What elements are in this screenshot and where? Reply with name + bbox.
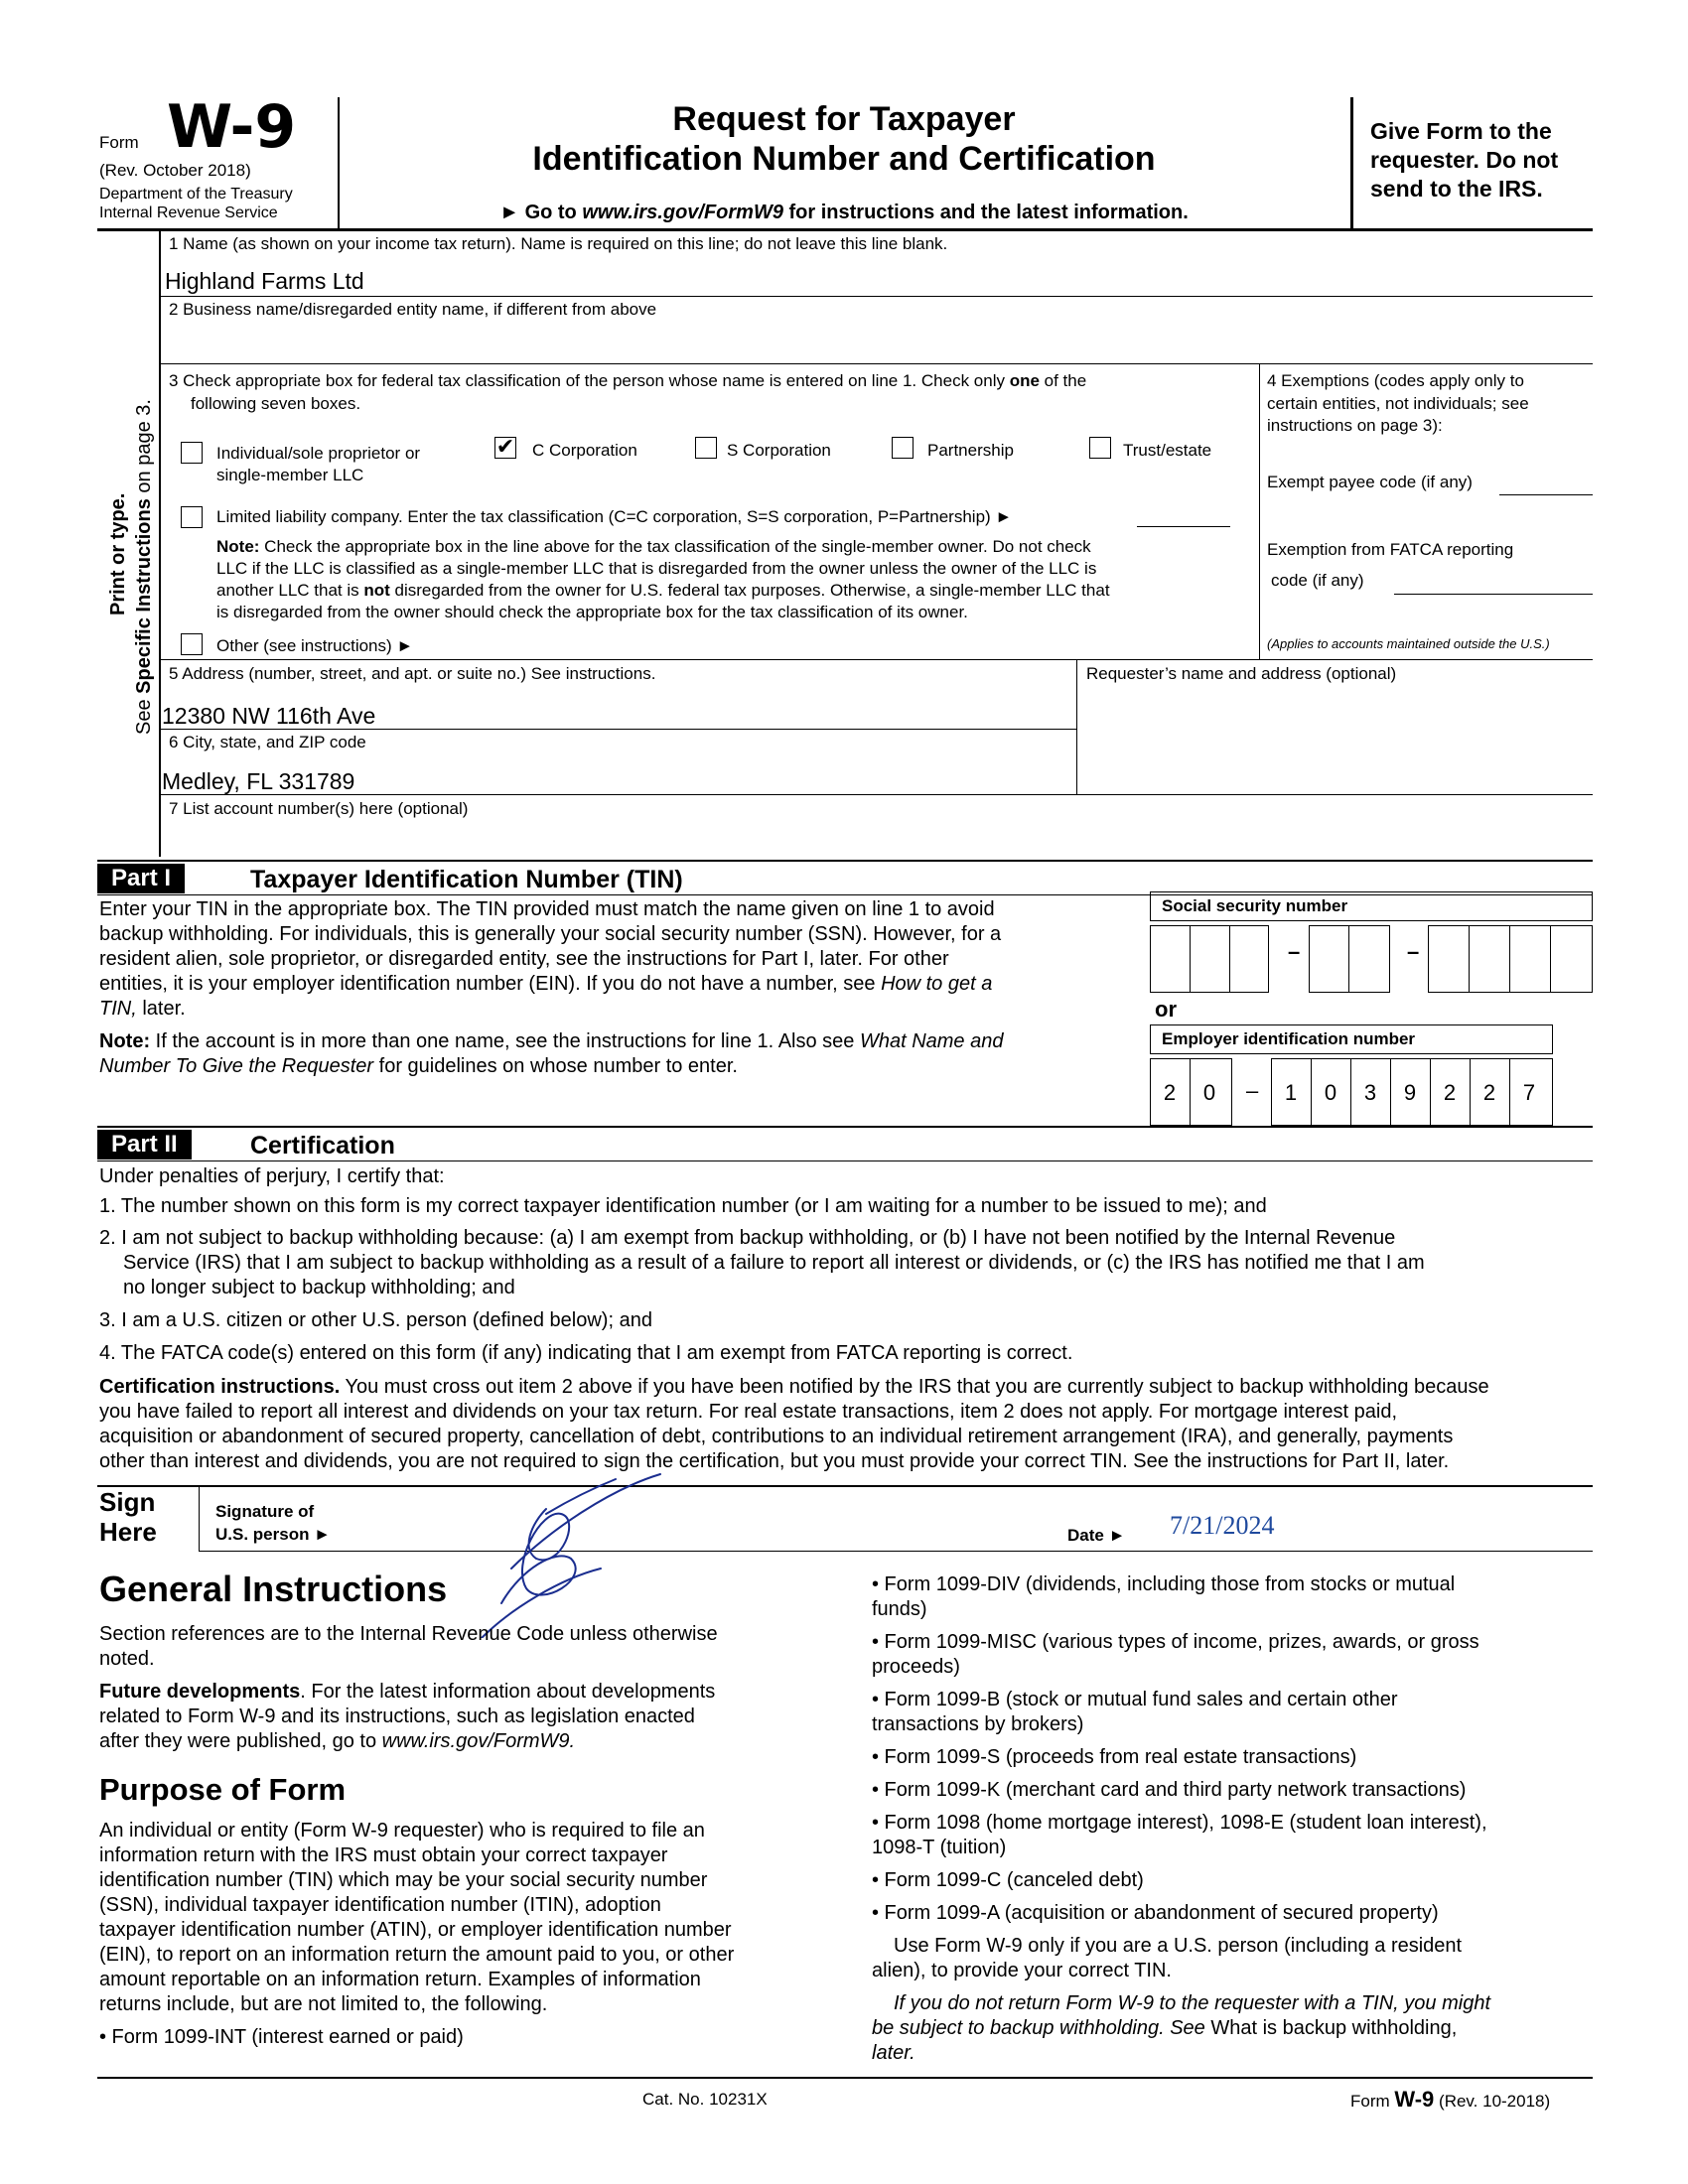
line7-label: 7 List account number(s) here (optional) xyxy=(169,799,469,818)
exemptions-label-2: certain entities, not individuals; see xyxy=(1267,394,1529,413)
gi-fd-line1: Future developments. For the latest information about developments xyxy=(99,1681,716,1703)
llc-classification-field[interactable] xyxy=(1137,526,1230,527)
gi-p1-line2: noted. xyxy=(99,1648,155,1670)
bullet-1099-misc-1: • Form 1099-MISC (various types of income, prizes, awards, or gross xyxy=(872,1631,1479,1653)
part1-text-1: Enter your TIN in the appropriate box. The TIN provided must match the name given on line 1 to avoid xyxy=(99,898,995,920)
cert-item-2b: Service (IRS) that I am subject to backup withholding as a result of a failure to report all interest or dividends, or (c) the IRS has notified me that I am xyxy=(123,1252,1425,1274)
other-label: Other (see instructions) ► xyxy=(216,636,414,655)
line1-name-field[interactable]: Highland Farms Ltd xyxy=(165,268,364,294)
individual-label-2: single-member LLC xyxy=(216,466,364,484)
fatca-code-field[interactable] xyxy=(1394,594,1593,595)
fatca-applies-note: (Applies to accounts maintained outside the U.S.) xyxy=(1267,636,1550,651)
purpose-line2: information return with the IRS must obtain your correct taxpayer xyxy=(99,1844,668,1866)
llc-note-line2: LLC if the LLC is classified as a single-member LLC that is disregarded from the owner unless the owner of the LLC is xyxy=(216,559,1097,578)
signature-label-1: Signature of xyxy=(215,1502,315,1521)
no-return-line3: later. xyxy=(872,2042,915,2064)
ssn-area-field[interactable] xyxy=(1150,925,1269,993)
line3-label: 3 Check appropriate box for federal tax classification of the person whose name is entered on line 1. Check only one of the xyxy=(169,371,1087,390)
cert-instructions-2: you have failed to report all interest and dividends on your tax return. For real estate transactions, item 2 does not apply. For mortgage interest paid, xyxy=(99,1401,1398,1423)
line3-label-2: following seven boxes. xyxy=(191,394,361,413)
bullet-1099-a: • Form 1099-A (acquisition or abandonment of secured property) xyxy=(872,1902,1439,1924)
ein-digit-8: 2 xyxy=(1482,1080,1496,1105)
form-number: W-9 xyxy=(167,92,297,162)
ein-label: Employer identification number xyxy=(1162,1029,1416,1048)
see-specific-instructions: See Specific Instructions on page 3. xyxy=(133,399,155,735)
cert-item-2c: no longer subject to backup withholding; and xyxy=(123,1277,515,1298)
llc-note-line1: Note: Check the appropriate box in the line above for the tax classification of the single-member owner. Do not check xyxy=(216,537,1091,556)
purpose-line8: returns include, but are not limited to, the following. xyxy=(99,1993,548,2015)
ein-digit-3: 1 xyxy=(1284,1080,1298,1105)
exemptions-label-1: 4 Exemptions (codes apply only to xyxy=(1267,371,1524,390)
ein-dash: – xyxy=(1246,1078,1259,1103)
cert-intro: Under penalties of perjury, I certify that: xyxy=(99,1165,445,1187)
line2-business-name-field[interactable] xyxy=(165,334,1058,359)
form-title-line2: Identification Number and Certification xyxy=(532,140,1156,178)
dept-line2: Internal Revenue Service xyxy=(99,205,278,221)
use-w9-line1: Use Form W-9 only if you are a U.S. person (including a resident xyxy=(894,1935,1463,1957)
ein-digit-6: 9 xyxy=(1403,1080,1417,1105)
bullet-1099-misc-2: proceeds) xyxy=(872,1656,960,1678)
line5-label: 5 Address (number, street, and apt. or suite no.) See instructions. xyxy=(169,664,656,683)
exemptions-label-3: instructions on page 3): xyxy=(1267,416,1443,435)
s-corporation-checkbox[interactable] xyxy=(695,437,717,459)
date-label: Date ► xyxy=(1067,1526,1126,1545)
ssn-label: Social security number xyxy=(1162,896,1348,915)
line2-label: 2 Business name/disregarded entity name, if different from above xyxy=(169,300,657,319)
or-label: or xyxy=(1155,997,1177,1022)
individual-checkbox[interactable] xyxy=(181,442,203,464)
ein-digit-7: 2 xyxy=(1443,1080,1457,1105)
llc-label: Limited liability company. Enter the tax classification (C=C corporation, S=S corporation, P=Partnership) ► xyxy=(216,507,1013,526)
line6-label: 6 City, state, and ZIP code xyxy=(169,733,366,751)
here-label: Here xyxy=(99,1517,157,1547)
line5-address-field[interactable]: 12380 NW 116th Ave xyxy=(162,703,376,729)
fatca-label-2: code (if any) xyxy=(1271,571,1364,590)
exempt-payee-label: Exempt payee code (if any) xyxy=(1267,473,1473,491)
bullet-1099-s: • Form 1099-S (proceeds from real estate transactions) xyxy=(872,1746,1357,1768)
bullet-1099-div-2: funds) xyxy=(872,1598,927,1620)
llc-checkbox[interactable] xyxy=(181,506,203,528)
purpose-heading: Purpose of Form xyxy=(99,1772,347,1807)
footer-form-label: Form W-9 (Rev. 10-2018) xyxy=(1350,2087,1551,2112)
checkmark-icon: ✔ xyxy=(495,434,515,459)
exempt-payee-field[interactable] xyxy=(1499,494,1593,495)
bullet-1099-int: • Form 1099-INT (interest earned or paid) xyxy=(99,2026,464,2048)
print-or-type-label: Print or type. xyxy=(107,492,129,615)
line1-label: 1 Name (as shown on your income tax return). Name is required on this line; do not leave this line blank. xyxy=(169,234,948,253)
goto-instructions: ► Go to www.irs.gov/FormW9 for instructions and the latest information. xyxy=(499,202,1189,223)
trust-estate-checkbox[interactable] xyxy=(1089,437,1111,459)
ein-digit-4: 0 xyxy=(1324,1080,1337,1105)
cert-item-1: 1. The number shown on this form is my correct taxpayer identification number (or I am waiting for a number to be issued to me); and xyxy=(99,1195,1267,1217)
cert-instructions-1: Certification instructions. You must cross out item 2 above if you have been notified by the IRS that you are currently subject to backup withholding because xyxy=(99,1376,1489,1398)
cert-item-2a: 2. I am not subject to backup withholding because: (a) I am exempt from backup withholding, or (b) I have not been notified by the Internal Revenue xyxy=(99,1227,1396,1249)
irs-url-link[interactable]: www.irs.gov/FormW9 xyxy=(582,202,783,223)
cert-instructions-3: acquisition or abandonment of secured property, cancellation of debt, contributions to an individual retirement arrangement (IRA), and generally, payments xyxy=(99,1426,1454,1447)
purpose-line4: (SSN), individual taxpayer identification number (ITIN), adoption xyxy=(99,1894,661,1916)
ssn-serial-field[interactable] xyxy=(1428,925,1593,993)
partnership-checkbox[interactable] xyxy=(892,437,914,459)
requester-name-address-field[interactable] xyxy=(1086,695,1583,790)
c-corporation-label: C Corporation xyxy=(532,441,637,460)
signature-label-2: U.S. person ► xyxy=(215,1525,332,1544)
requester-label: Requester’s name and address (optional) xyxy=(1086,664,1397,683)
part1-title: Taxpayer Identification Number (TIN) xyxy=(250,866,683,893)
s-corporation-label: S Corporation xyxy=(727,441,831,460)
part1-note-2: Number To Give the Requester for guidelines on whose number to enter. xyxy=(99,1055,738,1077)
general-instructions-heading: General Instructions xyxy=(99,1569,448,1609)
part1-text-3: resident alien, sole proprietor, or disregarded entity, see the instructions for Part I, later. For other xyxy=(99,948,949,970)
purpose-line1: An individual or entity (Form W-9 requester) who is required to file an xyxy=(99,1820,705,1842)
part1-text-5: TIN, later. xyxy=(99,998,186,1020)
gi-p1-line1: Section references are to the Internal Revenue Code unless otherwise xyxy=(99,1623,718,1645)
llc-note-line4: is disregarded from the owner should check the appropriate box for the tax classification of its owner. xyxy=(216,603,968,621)
llc-note-line3: another LLC that is not disregarded from the owner for U.S. federal tax purposes. Otherwise, a single-member LLC that xyxy=(216,581,1110,600)
give-form-note: Give Form to the requester. Do not send to the IRS. xyxy=(1370,118,1559,202)
handwritten-signature xyxy=(482,1474,660,1638)
signature-field[interactable] xyxy=(452,1469,690,1638)
date-field[interactable]: 7/21/2024 xyxy=(1170,1511,1275,1540)
part1-note-1: Note: If the account is in more than one name, see the instructions for line 1. Also see What Name and xyxy=(99,1030,1004,1052)
sign-label: Sign xyxy=(99,1487,156,1517)
gi-fd-line2: related to Form W-9 and its instructions, such as legislation enacted xyxy=(99,1706,695,1727)
no-return-line2: be subject to backup withholding. See What is backup withholding, xyxy=(872,2017,1458,2039)
cert-instructions-4: other than interest and dividends, you are not required to sign the certification, but you must provide your correct TIN. See the instructions for Part II, later. xyxy=(99,1450,1450,1472)
purpose-line6: (EIN), to report on an information return the amount paid to you, or other xyxy=(99,1944,735,1966)
trust-estate-label: Trust/estate xyxy=(1123,441,1212,460)
purpose-line7: amount reportable on an information return. Examples of information xyxy=(99,1969,701,1990)
part2-tag: Part II xyxy=(97,1130,192,1160)
ein-digit-2: 0 xyxy=(1202,1080,1216,1105)
dept-line1: Department of the Treasury xyxy=(99,186,293,203)
catalog-number: Cat. No. 10231X xyxy=(642,2090,768,2109)
bullet-1099-c: • Form 1099-C (canceled debt) xyxy=(872,1869,1144,1891)
line6-city-state-zip-field[interactable]: Medley, FL 331789 xyxy=(162,768,355,794)
c-corporation-checkbox[interactable] xyxy=(494,434,516,459)
fatca-label-1: Exemption from FATCA reporting xyxy=(1267,540,1514,559)
form-title-line1: Request for Taxpayer xyxy=(672,100,1016,138)
use-w9-line2: alien), to provide your correct TIN. xyxy=(872,1960,1172,1981)
form-word: Form xyxy=(99,133,139,152)
ein-digit-5: 3 xyxy=(1363,1080,1377,1105)
cert-item-4: 4. The FATCA code(s) entered on this form (if any) indicating that I am exempt from FATCA reporting is correct. xyxy=(99,1342,1073,1364)
part1-tag: Part I xyxy=(97,864,185,893)
ssn-dash-1: – xyxy=(1288,939,1301,964)
line7-account-numbers-field[interactable] xyxy=(169,822,1579,852)
bullet-1099-b-1: • Form 1099-B (stock or mutual fund sales and certain other xyxy=(872,1689,1398,1710)
gi-fd-line3: after they were published, go to www.irs.gov/FormW9. xyxy=(99,1730,576,1752)
bullet-1099-b-2: transactions by brokers) xyxy=(872,1713,1084,1735)
purpose-line5: taxpayer identification number (ATIN), or employer identification number xyxy=(99,1919,732,1941)
bullet-1098-2: 1098-T (tuition) xyxy=(872,1837,1007,1858)
part1-text-2: backup withholding. For individuals, this is generally your social security number (SSN). However, for a xyxy=(99,923,1002,945)
part1-text-4: entities, it is your employer identification number (EIN). If you do not have a number, see How to get a xyxy=(99,973,993,995)
partnership-label: Partnership xyxy=(927,441,1014,460)
ssn-group-field[interactable] xyxy=(1309,925,1390,993)
cert-item-3: 3. I am a U.S. citizen or other U.S. person (defined below); and xyxy=(99,1309,652,1331)
other-checkbox[interactable] xyxy=(181,633,203,655)
part2-title: Certification xyxy=(250,1132,395,1160)
bullet-1098-1: • Form 1098 (home mortgage interest), 1098-E (student loan interest), xyxy=(872,1812,1487,1834)
ein-digit-9: 7 xyxy=(1522,1080,1536,1105)
revision: (Rev. October 2018) xyxy=(99,161,251,180)
ein-digit-1: 2 xyxy=(1163,1080,1177,1105)
bullet-1099-k: • Form 1099-K (merchant card and third party network transactions) xyxy=(872,1779,1467,1801)
bullet-1099-div-1: • Form 1099-DIV (dividends, including those from stocks or mutual xyxy=(872,1573,1456,1595)
purpose-line3: identification number (TIN) which may be your social security number xyxy=(99,1869,708,1891)
ssn-dash-2: – xyxy=(1407,939,1420,964)
no-return-line1: If you do not return Form W-9 to the requester with a TIN, you might xyxy=(894,1992,1490,2014)
individual-label: Individual/sole proprietor or xyxy=(216,444,421,463)
